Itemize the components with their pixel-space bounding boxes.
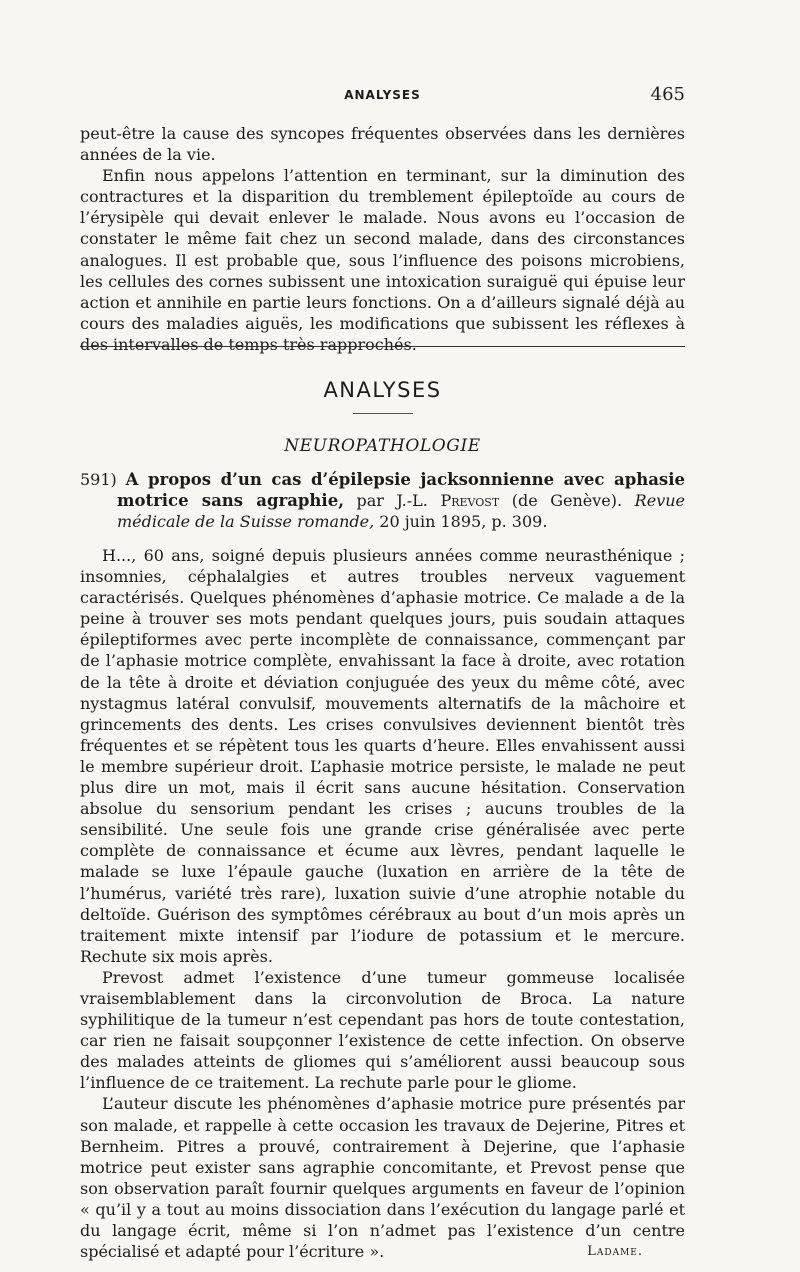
previous-article-conclusion (80, 123, 685, 355)
abstract-affiliation: (de Genève). (511, 491, 623, 510)
abstract-title: A propos d’un cas d’épilepsie jacksonnienne avec aphasie motrice sans agraphie, (117, 470, 685, 510)
abstract-date: 20 juin 1895, p. 309. (379, 512, 548, 531)
heading-underline (353, 413, 413, 414)
paragraph: H..., 60 ans, soigné depuis plusieurs années comme neurasthénique ; insomnies, céphalalgies et autres troubles nerveux vaguement caractérisés. Quelques phénomènes d’aphasie motrice. Ce malade a de la peine à trouver ses mots pendant quelques jours, puis soudain attaques épileptiformes avec perte incomplète de connaissance, commençant par de l’aphasie motrice complète, envahissant la face à droite, avec rotation de la tête à droite et déviation conjuguée des yeux du même côté, avec nystagmus latéral convulsif, mouvements alternatifs de la mâchoire et grincements des dents. Les crises convulsives deviennent bientôt très fréquentes et se répètent tous les quarts d’heure. Elles envahissent aussi le membre supérieur droit. L’aphasie motrice persiste, le malade ne peut plus dire un mot, mais il écrit sans aucune hésitation. Conservation absolue du sensorium pendant les crises ; aucuns troubles de la sensibilité. Une seule fois une grande crise généralisée avec perte complète de connaissance et écume aux lèvres, pendant laquelle le malade se luxe l’épaule gauche (luxation en arrière de la tête de l’humérus, variété très rare), luxation suivie d’une atrophie notable du deltoïde. Guérison des symptômes cérébraux au bout d’un mois après un traitement mixte intensif par l’iodure de potassium et le mercure. Rechute six mois après. (80, 546, 685, 966)
abstract-body (80, 545, 685, 1262)
paragraph: Enfin nous appelons l’attention en terminant, sur la diminution des contractures et la disparition du tremblement épileptoïde au cours de l’érysipèle qui devait enlever le malade. Nous avons eu l’occasion de constater le même fait chez un second malade, dans des circonstances analogues. Il est probable que, sous l’influence des poisons microbiens, les cellules des cornes subissent une intoxication suraiguë qui épuise leur action et annihile en partie leurs fonctions. On a d’ailleurs signalé déjà au cours des maladies aiguës, les modifications que subissent les réflexes à des intervalles de temps très rapprochés. (80, 166, 685, 354)
paragraph: peut-être la cause des syncopes fréquentes observées dans les dernières années de la vie. (80, 124, 685, 165)
abstract-number: 591) (80, 470, 117, 489)
abstract-citation (80, 469, 685, 532)
abstract-author: Prevost (440, 491, 500, 510)
paragraph-text: L’auteur discute les phénomènes d’aphasie motrice pure présentés par son malade, et rappelle à cette occasion les travaux de Dejerine, Pitres et Bernheim. Pitres a prouvé, contrairement à Dejerine, que l’aphasie motrice peut exister sans agraphie concomitante, et Prevost pense que son observation paraît fournir quelques arguments en faveur de l’opinion « qu’il y a tout au moins dissociation dans l’exécution du langage parlé et du langage écrit, même si l’on n’admet pas l’existence d’un centre spécialisé et adapté pour l’écriture ». (80, 1094, 685, 1262)
subsection-heading: NEUROPATHOLOGIE (284, 436, 481, 456)
abstract-by: par J.-L. (356, 491, 428, 510)
section-divider (80, 346, 685, 347)
page-number: 465 (650, 84, 685, 105)
section-heading: ANALYSES (323, 378, 442, 402)
running-head (80, 84, 685, 106)
running-title: ANALYSES (344, 88, 421, 102)
abstract-journal: Revue médicale de la Suisse romande, (117, 491, 685, 531)
paragraph: Prevost admet l’existence d’une tumeur gommeuse localisée vraisemblablement dans la circonvolution de Broca. La nature syphilitique de la tumeur n’est cependant pas hors de toute contestation, car rien ne faisait soupçonner l’existence de cette infection. On observe des malades atteints de gliomes qui s’améliorent aussi beaucoup sous l’influence de ce traitement. La rechute parle pour le gliome. (80, 967, 685, 1093)
paragraph (80, 1093, 685, 1262)
signature: Ladame. (587, 1244, 643, 1260)
